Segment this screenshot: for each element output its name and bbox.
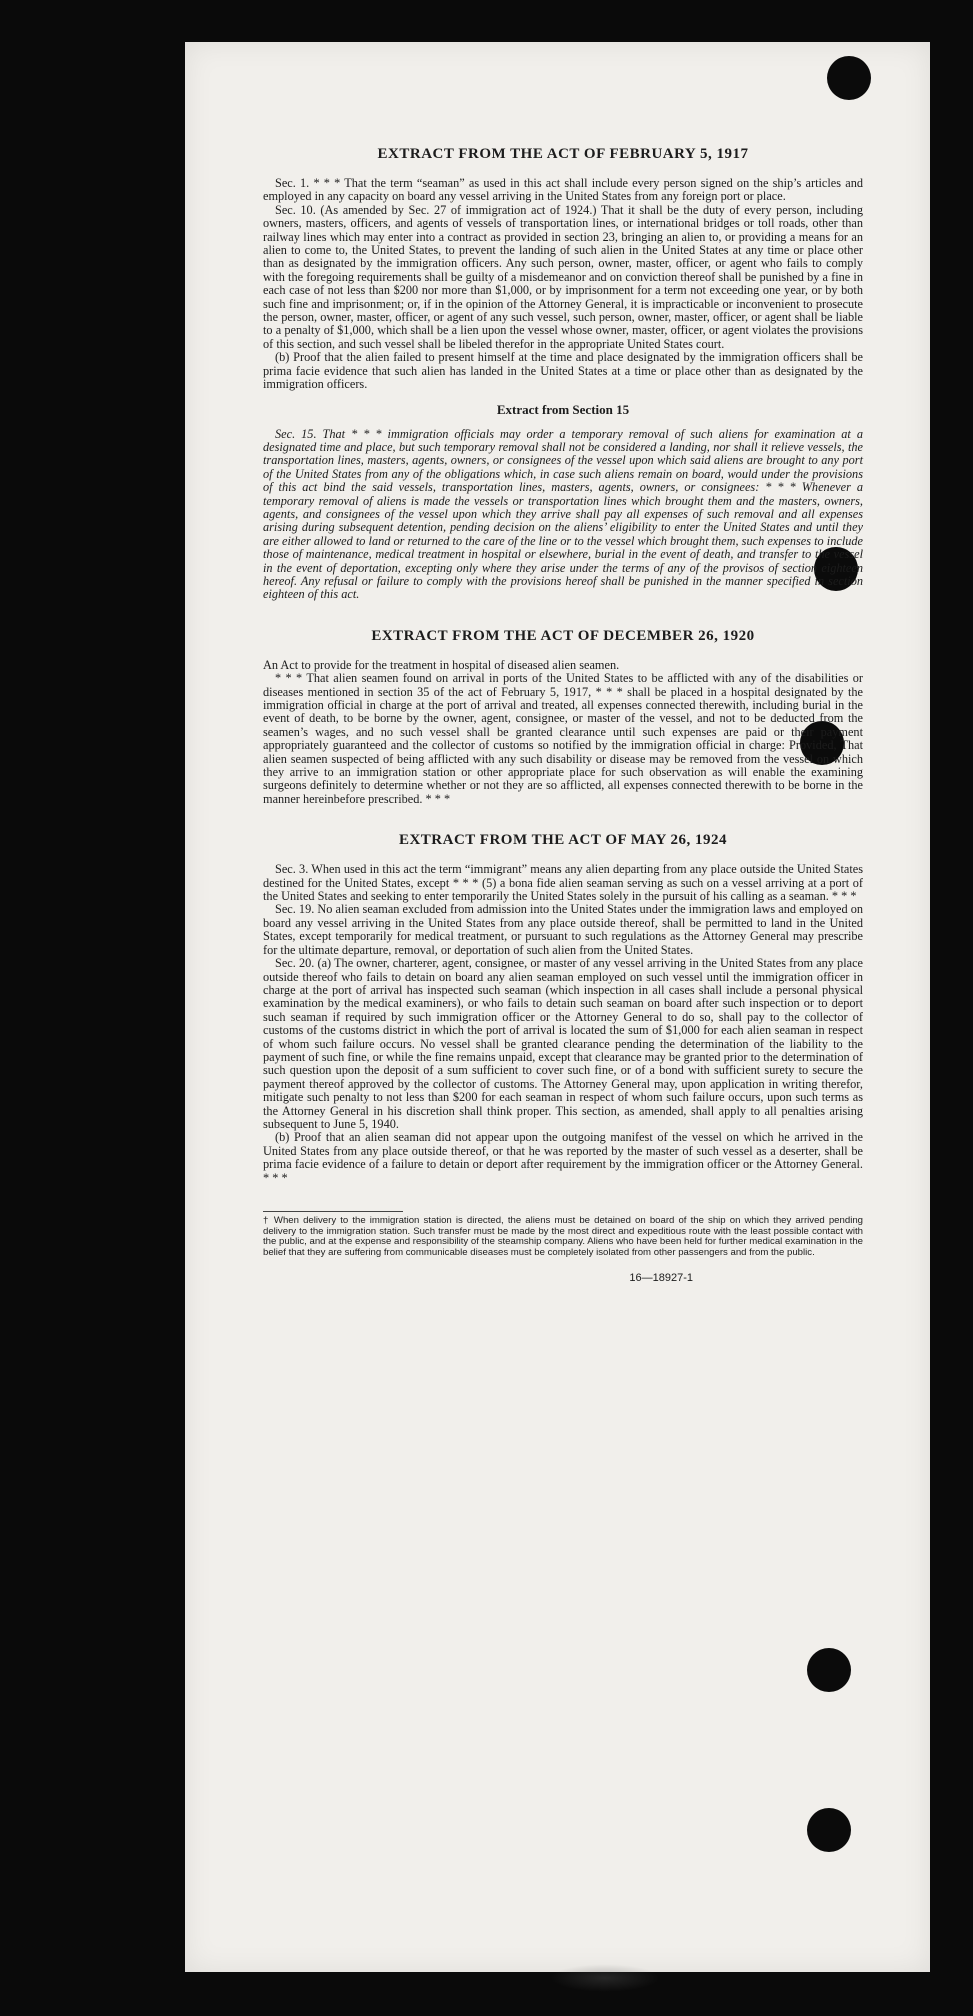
scan-smudge [550,1964,660,1992]
para-sec-10: Sec. 10. (As amended by Sec. 27 of immigration act of 1924.) That it shall be the duty of every person, including owners, masters, officers, and agents of vessels of transportation lines, or international bridges or toll roads, other than railway lines which may enter into a contract as provided in section 23, bringing an alien to, or providing a means for an alien to come to, the United States, to prevent the landing of such alien in the United States at any time or place other than as designated by the immigration officers. Any such person, owner, master, officer, or agent who fails to comply with the foregoing requirements shall be guilty of a misdemeanor and on conviction thereof shall be punished by a fine in each case of not less than $200 nor more than $1,000, or by imprisonment for a term not exceeding one year, or by both such fine and imprisonment; or, if in the opinion of the Attorney General, it is impracticable or inconvenient to prosecute the person, owner, master, officer, or agent of any such vessel, such person, owner, master, officer, or agent shall be liable to a penalty of $1,000, which shall be a lien upon the vessel whose owner, master, officer, or agent violates the provisions of this section, and such vessel shall be libeled therefor in the appropriate United States court. [263,202,863,351]
para-act-title: An Act to provide for the treatment in hospital of diseased alien seamen. [263,657,620,672]
footnote-text: † When delivery to the immigration station is directed, the aliens must be detained on board of the ship on which they arrived pending delivery to the immigration station. Such transfer must be made by the most direct and expeditious route with the least possible contact with the public, and at the expense and responsibility of the steamship company. Aliens who have been held for further medical examination in the belief that they are suffering from communicable diseases must be completely isolated from other passengers and from the public. [263,1215,863,1258]
para-hospital: * * * That alien seamen found on arrival in ports of the United States to be afflicted with any of the disabilities or diseases mentioned in section 35 of the act of February 5, 1917, * * * shall be placed in a hospital designated by the immigration official in charge at the port of arrival and treated, all expenses connected therewith, including burial in the event of death, to be borne by the owner, agent, consignee, or master of the vessel, and not to be deducted from the seamen’s wages, and no such vessel shall be granted clearance until such expenses are paid or their payment appropriately guaranteed and the collector of customs so notified by the immigration official in charge: Provided, That alien seamen suspected of being afflicted with any such disability or disease may be removed from the vessel on which they arrive to an immigration station or other appropriate place for such observation as will enable the examining surgeons definitely to determine whether or not they are so afflicted, all expenses connected therewith to be borne in the manner hereinbefore prescribed. * * * [263,671,863,806]
heading-feb-1917: EXTRACT FROM THE ACT OF FEBRUARY 5, 1917 [377,146,749,162]
section-feb-1917 [263,146,863,602]
heading-section-15: Extract from Section 15 [496,401,630,417]
para-sec-19: Sec. 19. No alien seaman excluded from admission into the United States under the immigration laws and employed on board any vessel arriving in the United States from any place outside thereof, shall be permitted to land in the United States, except temporarily for medical treatment, or pursuant to such regulations as the Attorney General may prescribe for the ultimate departure, removal, or deportation of such alien from the United States. [263,902,863,957]
section-may-1924 [263,832,863,1185]
heading-may-1924: EXTRACT FROM THE ACT OF MAY 26, 1924 [398,832,728,849]
para-sec-3: Sec. 3. When used in this act the term “immigrant” means any alien departing from any place outside the United States destined for the United States, except * * * (5) a bona fide alien seaman serving as such on a vessel arriving at a port of the United States and seeking to enter temporarily the United States solely in the pursuit of his calling as a seaman. * * * [263,862,863,904]
para-sec-10b: (b) Proof that the alien failed to present himself at the time and place designated by the immigration officers shall be prima facie evidence that such alien has landed in the United States at a time or place other than as designated by the immigration officers. [263,350,863,392]
document-page [185,42,930,1972]
para-sec-1: Sec. 1. * * * That the term “seaman” as used in this act shall include every person signed on the ship’s articles and employed in any capacity on board any vessel arriving in the United States from any foreign port or place. [263,176,863,204]
document-body [263,146,863,1284]
para-sec-15: Sec. 15. That * * * immigration officials may order a temporary removal of such aliens for examination at a designated time and place, but such temporary removal shall not be considered a landing, nor shall it relieve vessels, the transportation lines, masters, agents, owners, or consignees of the vessel upon which said aliens are brought to any port of the United States from any of the obligations which, in case such aliens remain on board, would under the provisions of this act bind the said vessels, transportation lines, masters, agents, owners, or consignees: * * * Whenever a temporary removal of aliens is made the vessels or transportation lines which brought them and the masters, owners, agents, and consignees of the vessel upon which they arrive shall pay all expenses of such removal and all expenses arising during subsequent detention, pending decision on the aliens’ eligibility to enter the United States and until they are either allowed to land or returned to the care of the line or to the vessel which brought them, such expenses to include those of maintenance, medical treatment in hospital or elsewhere, burial in the event of death, and transfer to the vessel in the event of deportation, excepting only where they arise under the terms of any of the provisos of section eighteen hereof. Any refusal or failure to comply with the provisions hereof shall be punished in the manner specified in section eighteen of this act. [263,426,863,602]
form-code: 16—18927-1 [629,1272,693,1285]
punch-hole-top [827,56,871,100]
section-dec-1920 [263,628,863,806]
heading-dec-1920: EXTRACT FROM THE ACT OF DECEMBER 26, 1920 [371,627,755,644]
punch-hole-bottom [807,1808,851,1852]
para-sec-20a: Sec. 20. (a) The owner, charterer, agent, consignee, or master of any vessel arriving in the United States from any place outside thereof who fails to detain on board any alien seaman employed on such vessel until the immigration officer in charge at the port of arrival has inspected such seaman (which inspection in all cases shall include a personal physical examination by the medical examiners), or who fails to detain such seaman on board after such inspection or to deport such seaman if required by such immigration officer or the Attorney General to do so, shall pay to the collector of customs of the customs district in which the port of arrival is located the sum of $1,000 for each alien seaman in respect of whom such failure occurs. No vessel shall be granted clearance pending the determination of the liability to the payment of such fine, or while the fine remains unpaid, except that clearance may be granted prior to the determination of such question upon the deposit of a sum sufficient to cover such fine, or of a bond with sufficient surety to secure the payment thereof approved by the collector of customs. The Attorney General may, upon application in writing therefor, mitigate such penalty to not less than $200 for each seaman in respect of whom such failure occurs, upon such terms as the Attorney General in his discretion shall think proper. This section, as amended, shall apply to all penalties arising subsequent to June 5, 1940. [263,956,863,1131]
punch-hole-lower-mid [807,1648,851,1692]
para-sec-20b: (b) Proof that an alien seaman did not appear upon the outgoing manifest of the vessel on which he arrived in the United States from any place outside thereof, or that he was reported by the master of such vessel as a deserter, shall be prima facie evidence of a failure to detain or deport after requirement by the immigration officer or the Attorney General. * * * [263,1130,863,1185]
